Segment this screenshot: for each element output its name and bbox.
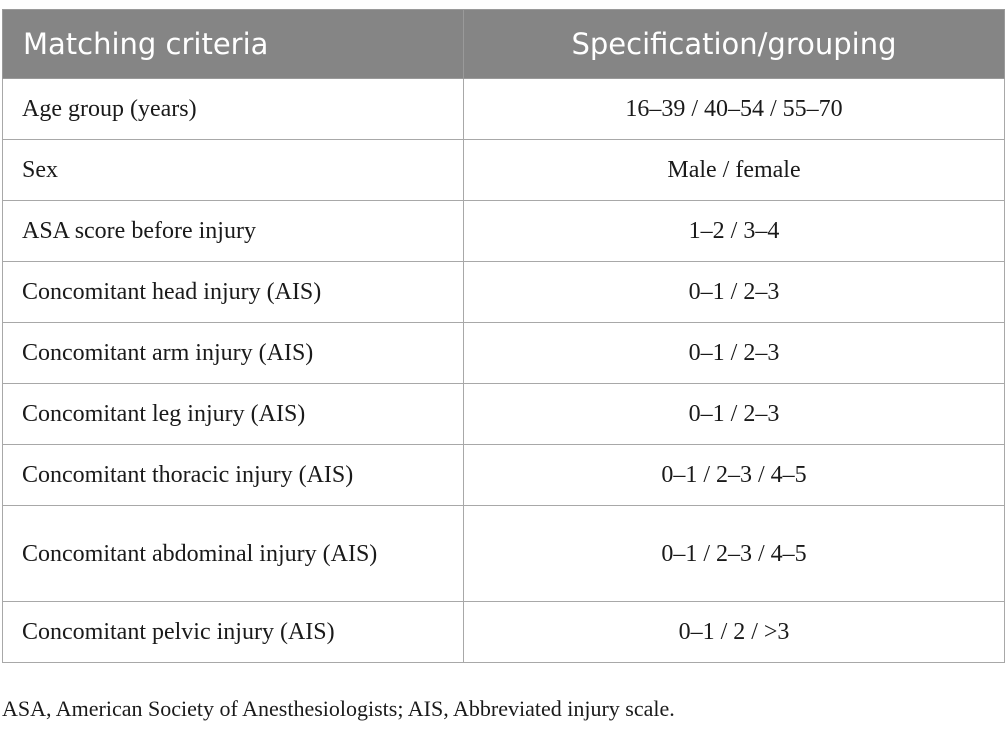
- header-specification-grouping: Specification/grouping: [464, 10, 1005, 79]
- criteria-cell: Concomitant head injury (AIS): [3, 262, 464, 323]
- criteria-cell: Sex: [3, 140, 464, 201]
- table-header: [3, 10, 1005, 79]
- grouping-cell: 0–1 / 2–3: [464, 384, 1005, 445]
- header-matching-criteria: Matching criteria: [3, 10, 464, 79]
- matching-criteria-table: [2, 9, 1005, 663]
- table-row: [3, 445, 1005, 506]
- table-footnote: ASA, American Society of Anesthesiologists; AIS, Abbreviated injury scale.: [2, 696, 675, 721]
- criteria-cell: Concomitant abdominal injury (AIS): [3, 506, 464, 602]
- grouping-cell: 0–1 / 2–3 / 4–5: [464, 445, 1005, 506]
- table-body: [3, 79, 1005, 663]
- table-row: [3, 506, 1005, 602]
- table-row: [3, 201, 1005, 262]
- table-row: [3, 140, 1005, 201]
- grouping-cell: Male / female: [464, 140, 1005, 201]
- grouping-cell: 0–1 / 2–3: [464, 262, 1005, 323]
- criteria-cell: Age group (years): [3, 79, 464, 140]
- grouping-cell: 0–1 / 2–3: [464, 323, 1005, 384]
- table-row: [3, 384, 1005, 445]
- criteria-cell: Concomitant pelvic injury (AIS): [3, 602, 464, 663]
- table-row: [3, 323, 1005, 384]
- criteria-cell: ASA score before injury: [3, 201, 464, 262]
- header-row: [3, 10, 1005, 79]
- grouping-cell: 0–1 / 2–3 / 4–5: [464, 506, 1005, 602]
- grouping-cell: 16–39 / 40–54 / 55–70: [464, 79, 1005, 140]
- table-row: [3, 79, 1005, 140]
- criteria-cell: Concomitant thoracic injury (AIS): [3, 445, 464, 506]
- criteria-cell: Concomitant leg injury (AIS): [3, 384, 464, 445]
- criteria-cell: Concomitant arm injury (AIS): [3, 323, 464, 384]
- table-row: [3, 262, 1005, 323]
- grouping-cell: 0–1 / 2 / >3: [464, 602, 1005, 663]
- grouping-cell: 1–2 / 3–4: [464, 201, 1005, 262]
- table-row: [3, 602, 1005, 663]
